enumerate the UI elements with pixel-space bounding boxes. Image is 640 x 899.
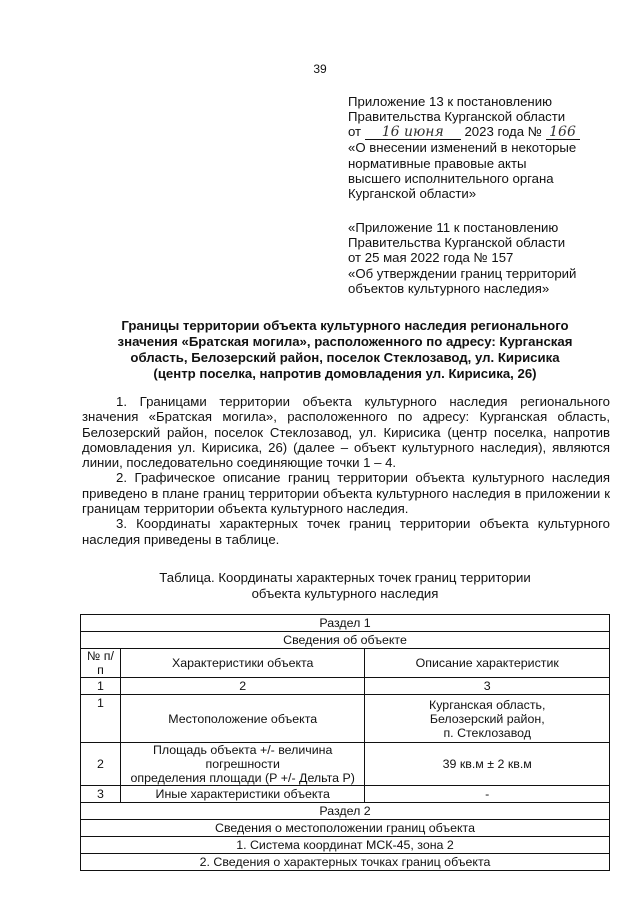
appendix-date-line	[348, 124, 618, 140]
characteristic-line: Площадь объекта +/- величина погрешности	[152, 743, 333, 771]
section-1-subtitle: Сведения об объекте	[81, 632, 610, 649]
page-number: 39	[313, 62, 327, 76]
table-row	[81, 803, 610, 820]
table-row	[81, 743, 610, 786]
paragraph-2: 2. Графическое описание границ территории объекта культурного наследия приведено в плане границ территории объекта культурного наследия в приложении к границам территории объекта культурного наследия.	[82, 470, 610, 517]
column-number: 3	[365, 678, 610, 695]
table-caption	[80, 570, 610, 601]
section-2-subtitle: Сведения о местоположении границ объекта	[81, 820, 610, 837]
caption-line: объекта культурного наследия	[251, 585, 439, 601]
header-number: № п/п	[81, 649, 121, 678]
table-header-row	[81, 649, 610, 678]
paragraph-1: 1. Границами территории объекта культурного наследия регионального значения «Братская могила», расположенного по адресу: Курганская область, Белозерский район, поселок Стеклозавод, ул. Кирисика (центр поселка, напротив домовладения ул. Кирисика, 26) (далее – объект культурного наследия), являются линии, последовательно соединяющие точки 1 – 4.	[82, 394, 610, 471]
header-characteristic: Характеристики объекта	[120, 649, 365, 678]
appendix-line: нормативные правовые акты	[348, 155, 527, 171]
column-number: 1	[81, 678, 121, 695]
appendix-line: Приложение 13 к постановлению	[348, 94, 552, 109]
coordinates-table	[80, 614, 610, 871]
row-description: -	[365, 786, 610, 803]
title-line: (центр поселка, напротив домовладения ул. Кирисика, 26)	[153, 366, 537, 381]
appendix-line: высшего исполнительного органа	[348, 170, 554, 186]
table-row	[81, 820, 610, 837]
description-line: Курганская область,	[429, 697, 546, 712]
appendix-line: Правительства Курганской области	[348, 109, 566, 125]
table-row	[81, 678, 610, 695]
document-body	[82, 394, 610, 547]
column-number: 2	[120, 678, 365, 695]
appendix-line: «Приложение 11 к постановлению	[348, 220, 559, 235]
row-description: 39 кв.м ± 2 кв.м	[365, 743, 610, 786]
appendix-current-block	[348, 94, 618, 201]
title-line: значения «Братская могила», расположенного по адресу: Курганская	[117, 334, 573, 349]
handwritten-number: 166	[546, 126, 580, 140]
appendix-line: объектов культурного наследия»	[348, 280, 550, 296]
row-number: 2	[81, 743, 121, 786]
table-row	[81, 632, 610, 649]
section-1-header: Раздел 1	[81, 615, 610, 632]
table-row	[81, 695, 610, 743]
characteristic-line: определения площади (Р +/- Дельта Р)	[130, 771, 355, 785]
appendix-previous-block	[348, 220, 618, 296]
paragraph-3: 3. Координаты характерных точек границ территории объекта культурного наследия приведены в таблице.	[82, 516, 610, 547]
handwritten-date: 16 июня	[365, 126, 461, 140]
table-row	[81, 786, 610, 803]
row-number: 3	[81, 786, 121, 803]
document-title	[80, 318, 610, 382]
coordinate-system: 1. Система координат МСК-45, зона 2	[81, 837, 610, 854]
table-row	[81, 854, 610, 871]
title-line: область, Белозерский район, поселок Стеклозавод, ул. Кирисика	[130, 350, 560, 365]
row-characteristic: Иные характеристики объекта	[120, 786, 365, 803]
description-line: Белозерский район,	[429, 711, 545, 726]
title-line: Границы территории объекта культурного наследия регионального	[121, 318, 569, 333]
date-prefix: от	[348, 124, 362, 140]
appendix-line: Правительства Курганской области	[348, 235, 566, 251]
row-number: 1	[81, 695, 121, 743]
characteristic-points-heading: 2. Сведения о характерных точках границ объекта	[81, 854, 610, 871]
header-description: Описание характеристик	[365, 649, 610, 678]
row-characteristic	[120, 743, 365, 786]
table-row	[81, 615, 610, 632]
table-row	[81, 837, 610, 854]
year-text: 2023 года №	[464, 124, 542, 140]
description-line: п. Стеклозавод	[443, 725, 531, 740]
row-description	[365, 695, 610, 743]
section-2-header: Раздел 2	[81, 803, 610, 820]
appendix-line: «О внесении изменений в некоторые	[348, 140, 577, 156]
appendix-line: «Об утверждении границ территорий	[348, 265, 577, 281]
appendix-line: Курганской области»	[348, 186, 477, 202]
row-characteristic: Местоположение объекта	[120, 695, 365, 743]
caption-line: Таблица. Координаты характерных точек границ территории	[159, 570, 531, 585]
appendix-line: от 25 мая 2022 года № 157	[348, 250, 514, 266]
